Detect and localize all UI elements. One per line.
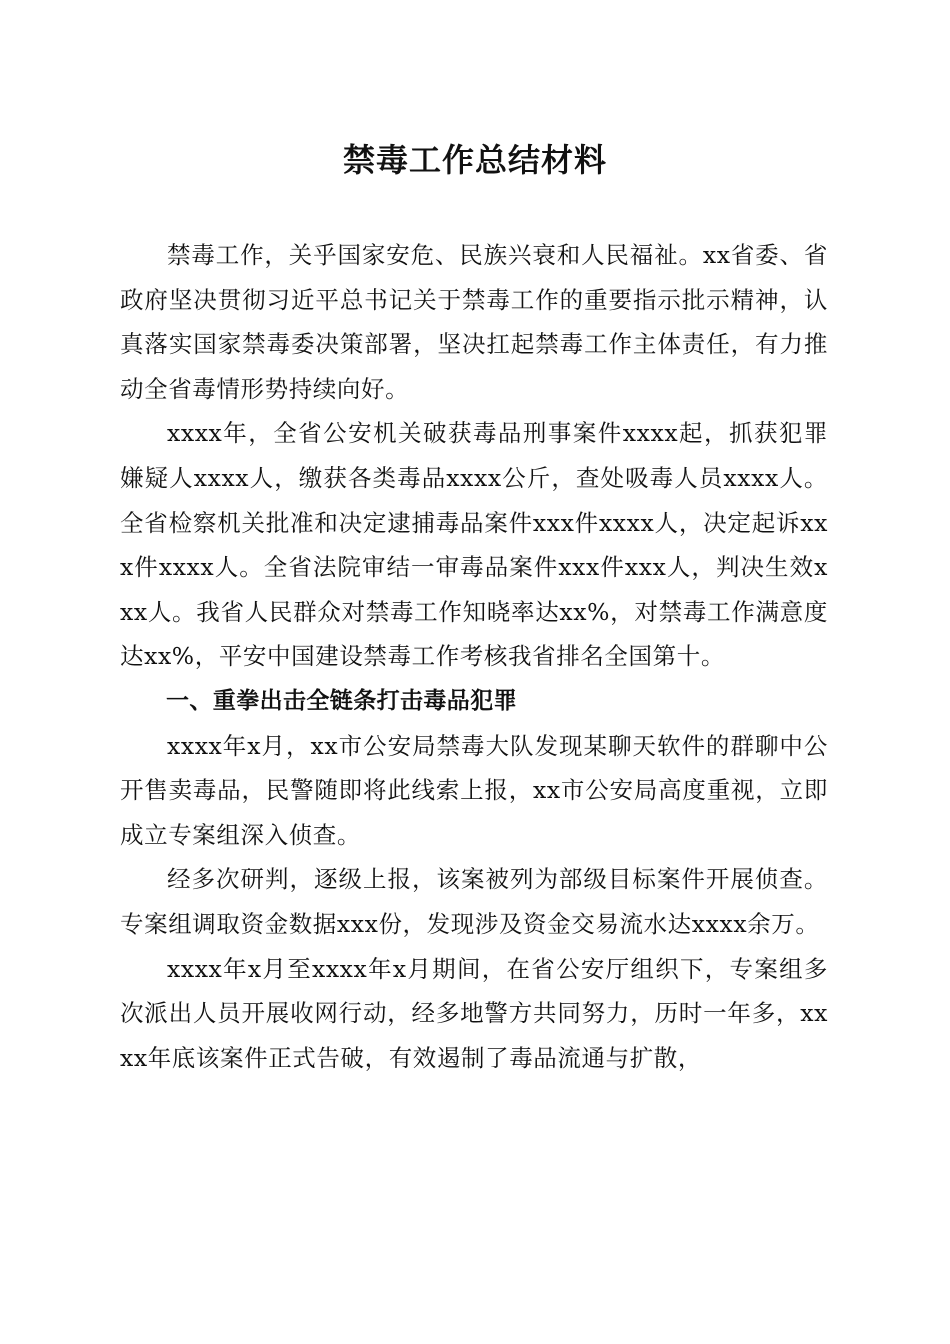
paragraph-case-discovery: xxxx年x月，xx市公安局禁毒大队发现某聊天软件的群聊中公开售卖毒品，民警随即将此线索上报，xx市公安局高度重视，立即成立专案组深入侦查。 [120, 731, 828, 849]
paragraph-case-investigation: 经多次研判，逐级上报，该案被列为部级目标案件开展侦查。专案组调取资金数据xxx份，发现涉及资金交易流水达xxxx余万。 [120, 865, 828, 938]
document-body [120, 233, 828, 1080]
section-heading: 一、重拳出击全链条打击毒品犯罪 [166, 687, 517, 714]
paragraph-statistics: xxxx年，全省公安机关破获毒品刑事案件xxxx起，抓获犯罪嫌疑人xxxx人，缴获各类毒品xxxx公斤，查处吸毒人员xxxx人。全省检察机关批准和决定逮捕毒品案件xxx件xxxx人，决定起诉xxx件xxxx人。全省法院审结一审毒品案件xxx件xxx人，判决生效xxx人。我省人民群众对禁毒工作知晓率达xx%，对禁毒工作满意度达xx%，平安中国建设禁毒工作考核我省排名全国第十。 [120, 419, 828, 671]
paragraph-case-resolution: xxxx年x月至xxxx年x月期间，在省公安厅组织下，专案组多次派出人员开展收网行动，经多地警方共同努力，历时一年多，xxxx年底该案件正式告破，有效遏制了毒品流通与扩散， [120, 954, 828, 1072]
document-title: 禁毒工作总结材料 [342, 141, 607, 179]
paragraph-intro: 禁毒工作，关乎国家安危、民族兴衰和人民福祉。xx省委、省政府坚决贯彻习近平总书记关于禁毒工作的重要指示批示精神，认真落实国家禁毒委决策部署，坚决扛起禁毒工作主体责任，有力推动全省毒情形势持续向好。 [120, 241, 828, 403]
